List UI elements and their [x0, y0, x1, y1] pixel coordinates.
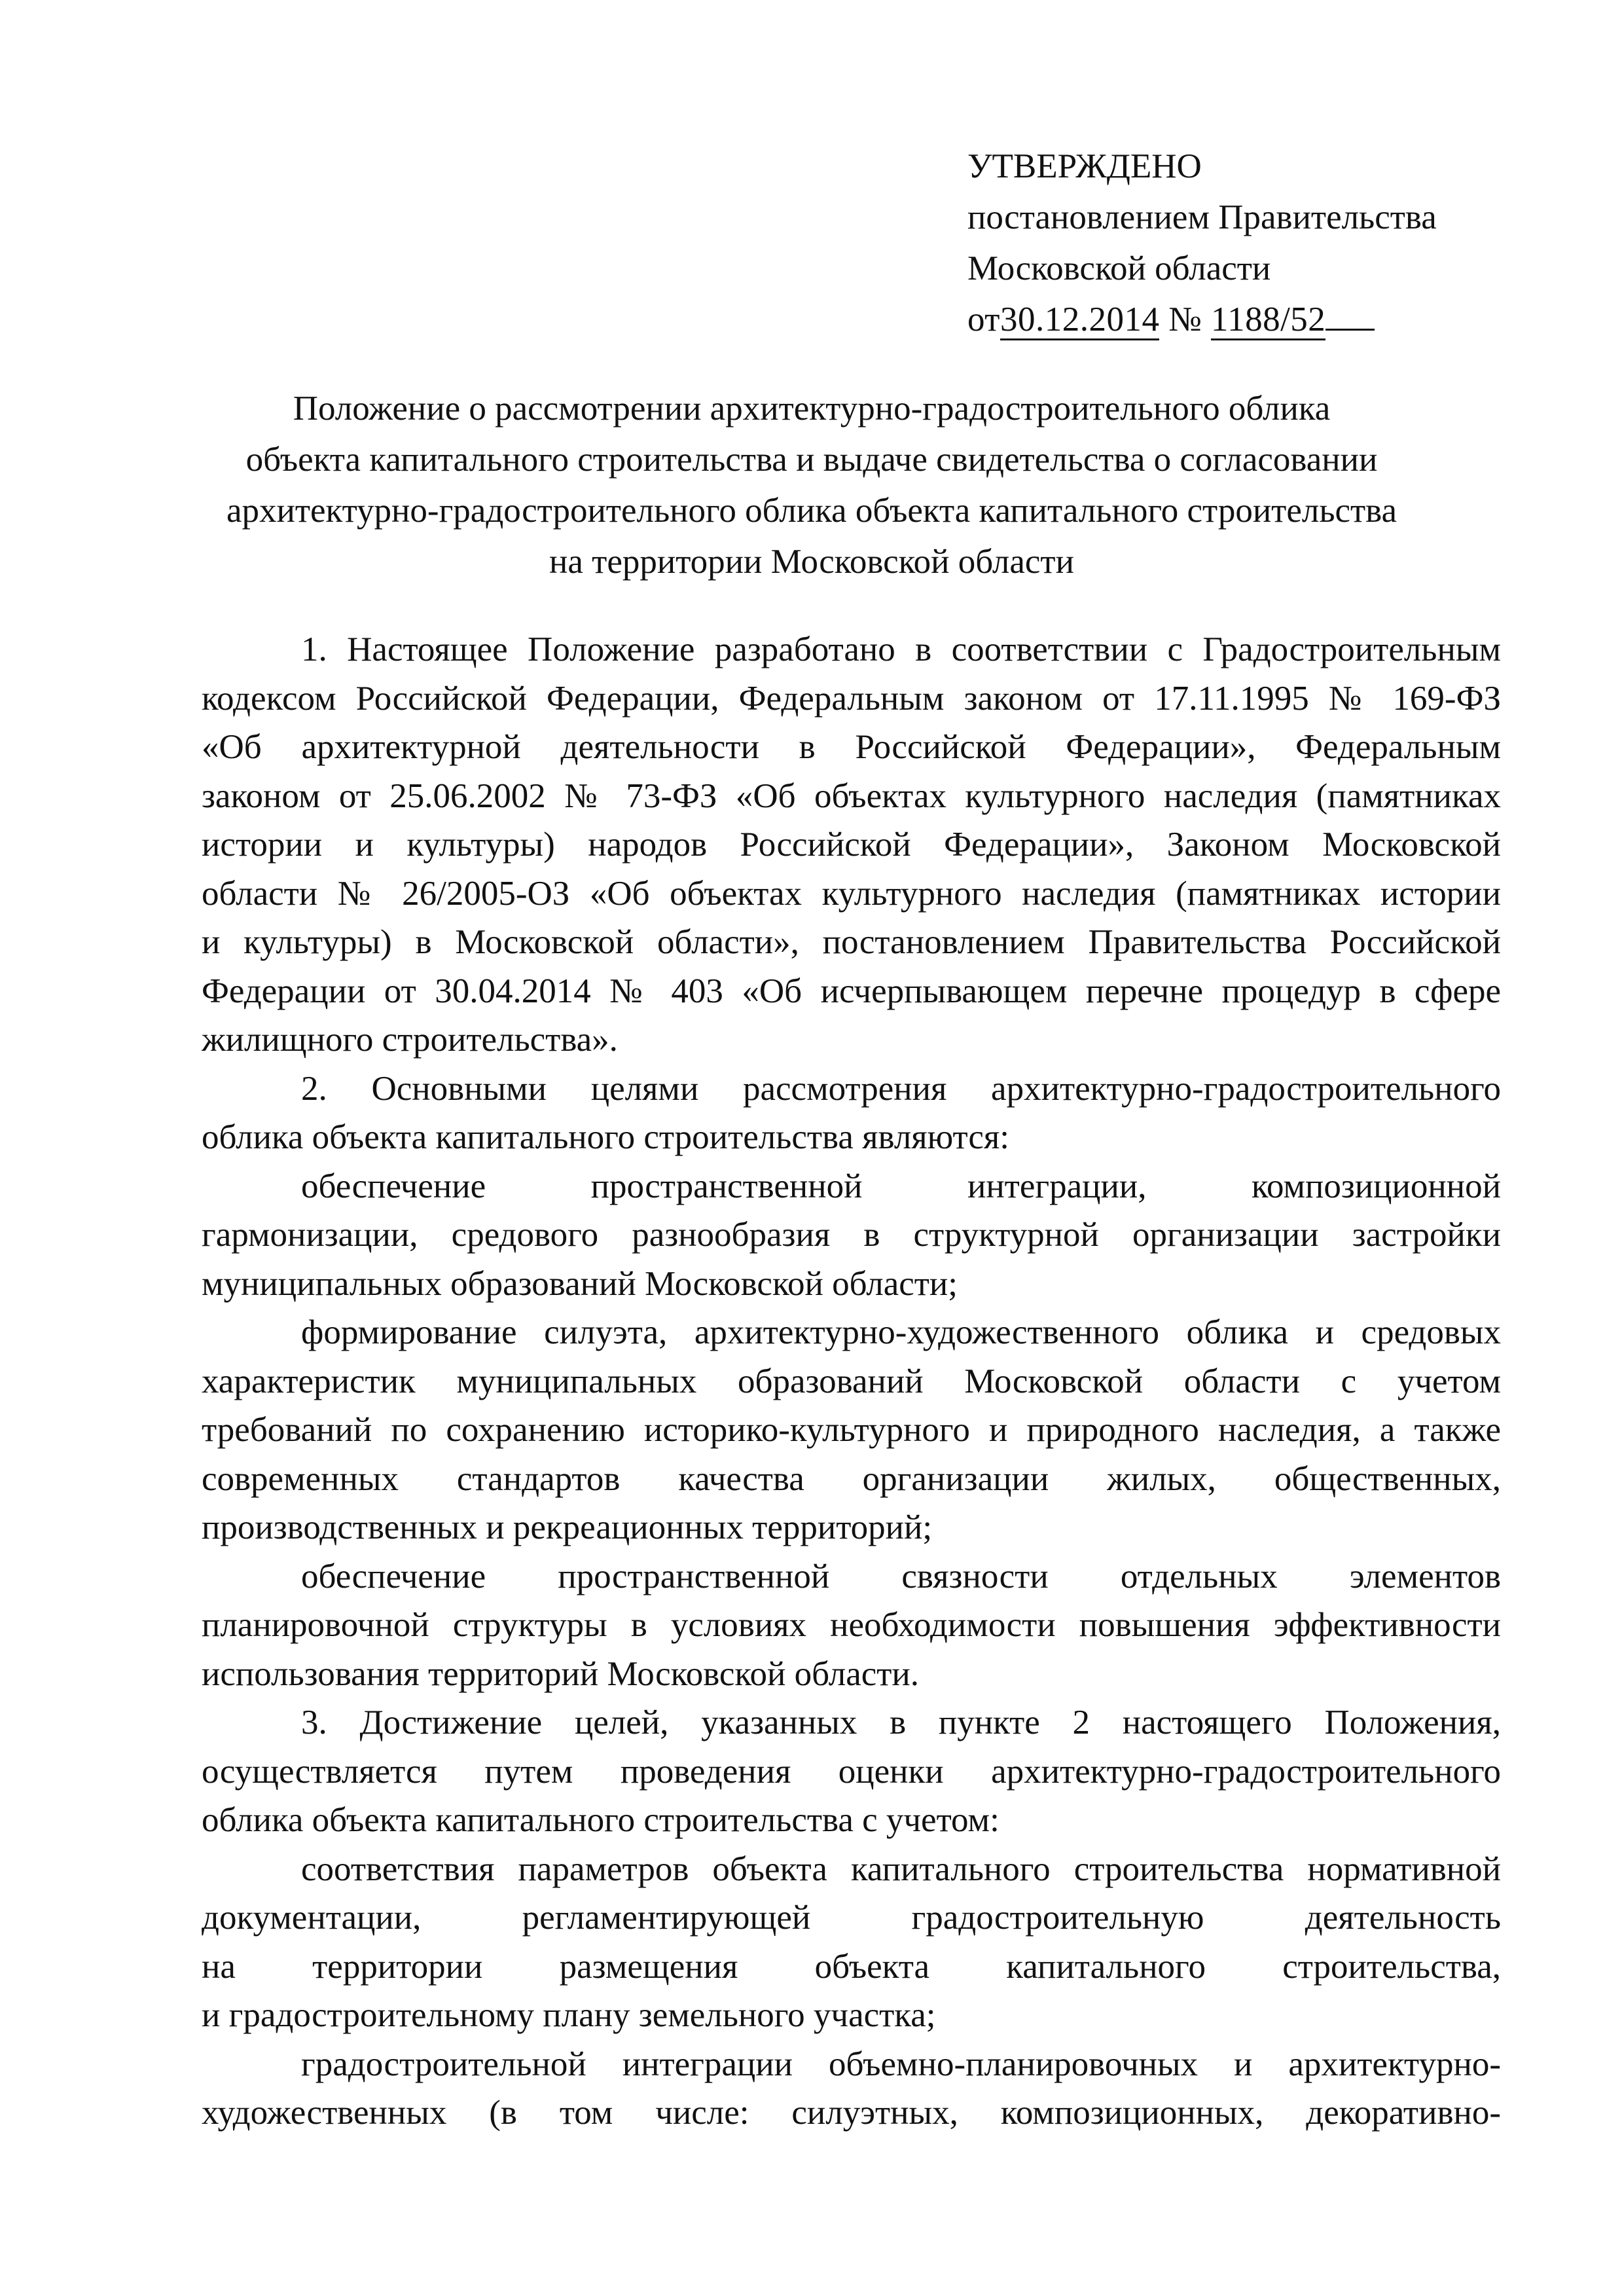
body-line: жилищного строительства».	[202, 1021, 618, 1059]
body-line: и градостроительному плану земельного участка;	[202, 1996, 936, 2034]
body-line: Федерации от 30.04.2014 № 403 «Об исчерпывающем перечне процедур в сфере	[202, 972, 1501, 1010]
document-body	[202, 625, 1501, 2138]
approval-line-2: Московской области	[967, 249, 1271, 287]
body-line: истории и культуры) народов Российской Федерации», Законом Московской	[202, 826, 1501, 864]
title-line: объекта капитального строительства и выдаче свидетельства о согласовании	[245, 441, 1378, 479]
body-line: градостроительной интеграции объемно-планировочных и архитектурно-	[301, 2045, 1501, 2083]
title-line: на территории Московской области	[549, 543, 1074, 581]
body-line: требований по сохранению историко-культурного и природного наследия, а также	[202, 1411, 1501, 1449]
document-title	[196, 383, 1427, 587]
body-line: обеспечение пространственной связности отдельных элементов	[301, 1557, 1501, 1595]
body-line: 2. Основными целями рассмотрения архитектурно-градостроительного	[301, 1069, 1501, 1108]
date-prefix: от	[967, 301, 1000, 338]
body-line: осуществляется путем проведения оценки архитектурно-градостроительного	[202, 1752, 1501, 1791]
body-line: облика объекта капитального строительства с учетом:	[202, 1801, 1000, 1839]
body-line: области № 26/2005-ОЗ «Об объектах культурного наследия (памятниках истории	[202, 874, 1501, 913]
approval-block	[967, 141, 1491, 345]
approval-date-number	[967, 294, 1491, 345]
body-line: законом от 25.06.2002 № 73-ФЗ «Об объектах культурного наследия (памятниках	[202, 776, 1501, 815]
approval-date: 30.12.2014	[1000, 301, 1160, 340]
title-line: архитектурно-градостроительного облика объекта капитального строительства	[226, 492, 1397, 530]
body-line: на территории размещения объекта капитального строительства,	[202, 1947, 1501, 1986]
body-line: «Об архитектурной деятельности в Российской Федерации», Федеральным	[202, 728, 1501, 766]
body-line: документации, регламентирующей градостроительную деятельность	[202, 1899, 1501, 1937]
body-line: формирование силуэта, архитектурно-художественного облика и средовых	[301, 1313, 1501, 1351]
body-line: муниципальных образований Московской области;	[202, 1264, 958, 1303]
underline-tail	[1325, 322, 1375, 331]
body-line: обеспечение пространственной интеграции, композиционной	[301, 1167, 1501, 1205]
body-line: соответствия параметров объекта капитального строительства нормативной	[301, 1850, 1501, 1888]
approval-heading: УТВЕРЖДЕНО	[967, 147, 1202, 185]
body-line: гармонизации, средового разнообразия в структурной организации застройки	[202, 1216, 1501, 1254]
body-line: 3. Достижение целей, указанных в пункте 2 настоящего Положения,	[301, 1704, 1501, 1741]
body-line: и культуры) в Московской области», постановлением Правительства Российской	[202, 923, 1501, 961]
body-line: художественных (в том числе: силуэтных, композиционных, декоративно-	[202, 2094, 1501, 2132]
approval-number: 1188/52	[1211, 301, 1325, 340]
body-line: производственных и рекреационных территорий;	[202, 1508, 933, 1546]
body-line: современных стандартов качества организации жилых, общественных,	[202, 1459, 1501, 1498]
body-line: 1. Настоящее Положение разработано в соответствии с Градостроительным	[301, 630, 1501, 668]
body-line: использования территорий Московской области.	[202, 1654, 920, 1693]
body-line: кодексом Российской Федерации, Федеральным законом от 17.11.1995 № 169-ФЗ	[202, 679, 1501, 718]
number-sign: №	[1168, 301, 1202, 338]
title-line: Положение о рассмотрении архитектурно-градостроительного облика	[293, 390, 1331, 428]
body-line: характеристик муниципальных образований Московской области с учетом	[202, 1362, 1501, 1400]
body-line: облика объекта капитального строительства являются:	[202, 1118, 1009, 1156]
body-line: планировочной структуры в условиях необходимости повышения эффективности	[202, 1606, 1501, 1644]
approval-line-1: постановлением Правительства	[967, 198, 1437, 236]
